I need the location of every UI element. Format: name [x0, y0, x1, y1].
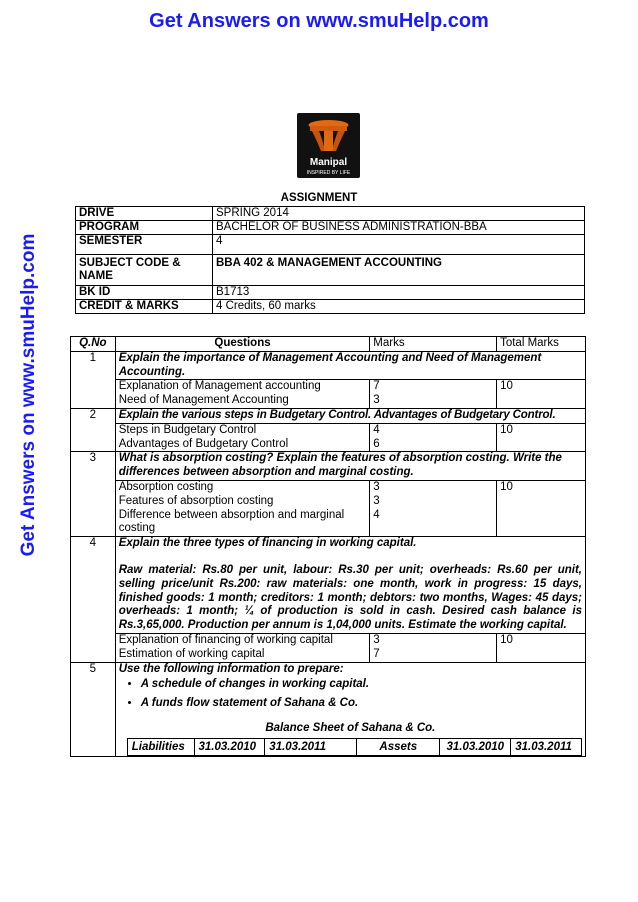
- info-value: BACHELOR OF BUSINESS ADMINISTRATION-BBA: [213, 221, 585, 235]
- bs-header: 31.03.2011: [265, 738, 357, 755]
- info-label: SEMESTER: [76, 235, 213, 255]
- part-item: Estimation of working capital: [118, 647, 265, 660]
- marks-parts: [115, 380, 370, 409]
- info-label: PROGRAM: [76, 221, 213, 235]
- marks-parts: [115, 423, 370, 452]
- marks-row: [71, 480, 586, 536]
- bs-header: 31.03.2010: [440, 738, 511, 755]
- col-header-marks: Marks: [370, 337, 497, 352]
- info-label: SUBJECT CODE & NAME: [76, 255, 213, 286]
- part-item: Features of absorption costing: [118, 494, 274, 507]
- mark-value: 3: [373, 633, 380, 646]
- side-banner: Get Answers on www.smuHelp.com: [18, 233, 39, 557]
- question-row: [71, 452, 586, 481]
- mark-value: 4: [373, 508, 380, 521]
- info-row-bkid: [76, 286, 585, 300]
- info-value: 4 Credits, 60 marks: [213, 300, 585, 314]
- marks-row: [71, 380, 586, 409]
- marks-values: [370, 380, 497, 409]
- info-value: SPRING 2014: [213, 207, 585, 221]
- marks-values: [370, 633, 497, 662]
- mark-value: 4: [373, 423, 380, 436]
- svg-text:INSPIRED BY LIFE: INSPIRED BY LIFE: [306, 170, 351, 176]
- manipal-logo: [297, 113, 360, 178]
- question-number: 1: [71, 351, 116, 408]
- question-text: What is absorption costing? Explain the features of absorption costing. Write the differences between absorption and marginal costing.: [115, 452, 585, 481]
- questions-table: [70, 336, 586, 757]
- marks-values: [370, 480, 497, 536]
- bs-header: 31.03.2010: [194, 738, 265, 755]
- mark-value: 3: [373, 480, 380, 493]
- info-row-subject: [76, 255, 585, 286]
- bs-header: Liabilities: [127, 738, 194, 755]
- part-item: Need of Management Accounting: [118, 394, 289, 407]
- total-marks: 10: [497, 423, 586, 452]
- question-row: [71, 408, 586, 423]
- info-label: BK ID: [76, 286, 213, 300]
- info-value: B1713: [213, 286, 585, 300]
- marks-values: [370, 423, 497, 452]
- info-row-semester: [76, 235, 585, 255]
- mark-value: 3: [373, 394, 380, 407]
- question-number: 2: [71, 408, 116, 451]
- question-row: [71, 537, 586, 634]
- question-text: Use the following information to prepare:: [118, 662, 344, 675]
- info-label: CREDIT & MARKS: [76, 300, 213, 314]
- info-row-program: [76, 221, 585, 235]
- list-item: • A funds flow statement of Sahana & Co.: [141, 697, 582, 711]
- question-text: Explain the three types of financing in working capital.: [118, 537, 417, 550]
- bullet-list: [119, 678, 582, 711]
- balance-sheet-title: Balance Sheet of Sahana & Co.: [265, 721, 436, 734]
- question-body: [115, 662, 585, 756]
- list-item: • A schedule of changes in working capital.: [141, 678, 582, 692]
- part-item: Explanation of financing of working capital: [118, 633, 333, 646]
- svg-text:Manipal: Manipal: [309, 157, 348, 168]
- marks-parts: [115, 480, 370, 536]
- total-marks: 10: [497, 480, 586, 536]
- question-row: [71, 662, 586, 756]
- question-number: 5: [71, 662, 116, 756]
- col-header-total: Total Marks: [497, 337, 586, 352]
- table-header-row: [71, 337, 586, 352]
- question-number: 3: [71, 452, 116, 537]
- info-value: BBA 402 & MANAGEMENT ACCOUNTING: [213, 255, 585, 286]
- balance-sheet-header-row: [127, 738, 581, 755]
- question-number: 4: [71, 537, 116, 662]
- info-row-drive: [76, 207, 585, 221]
- bs-header: Assets: [357, 738, 440, 755]
- assignment-title: ASSIGNMENT: [280, 192, 358, 204]
- question-problem: Raw material: Rs.80 per unit, labour: Rs.30 per unit; overheads: Rs.60 per unit, selling price/unit Rs.200: raw materials: one month, work in progress: 15 days, finished goods: 1 month; creditors: 1 month; debtors: two months, Wages: 45 days; overheads: 1 month; ¼ of production is sold in cash. Desired cash balance is Rs.3,65,000. Production per annum is 1,04,000 units. Estimate the working capital.: [118, 563, 582, 632]
- total-marks: 10: [497, 380, 586, 409]
- part-item: Advantages of Budgetary Control: [118, 437, 289, 450]
- top-banner: Get Answers on www.smuHelp.com: [149, 10, 489, 32]
- col-header-questions: Questions: [115, 337, 370, 352]
- question-text: Explain the various steps in Budgetary Control. Advantages of Budgetary Control.: [115, 408, 585, 423]
- marks-row: [71, 423, 586, 452]
- part-item: Explanation of Management accounting: [118, 380, 321, 393]
- mark-value: 7: [373, 647, 380, 660]
- mark-value: 3: [373, 494, 380, 507]
- balance-sheet-table: [127, 738, 582, 756]
- question-body: [115, 537, 585, 634]
- part-item: Steps in Budgetary Control: [118, 423, 257, 436]
- question-text: Explain the importance of Management Accounting and Need of Management Accounting.: [115, 351, 585, 380]
- mark-value: 7: [373, 380, 380, 393]
- part-item: Absorption costing: [118, 480, 214, 493]
- marks-row: [71, 633, 586, 662]
- info-value: 4: [213, 235, 585, 255]
- info-row-credit: [76, 300, 585, 314]
- part-item: Difference between absorption and marginal costing: [118, 508, 345, 535]
- assignment-info-table: [75, 206, 585, 314]
- total-marks: 10: [497, 633, 586, 662]
- info-label: DRIVE: [76, 207, 213, 221]
- col-header-qno: Q.No: [71, 337, 116, 352]
- bs-header: 31.03.2011: [511, 738, 582, 755]
- mark-value: 6: [373, 437, 380, 450]
- question-row: [71, 351, 586, 380]
- marks-parts: [115, 633, 370, 662]
